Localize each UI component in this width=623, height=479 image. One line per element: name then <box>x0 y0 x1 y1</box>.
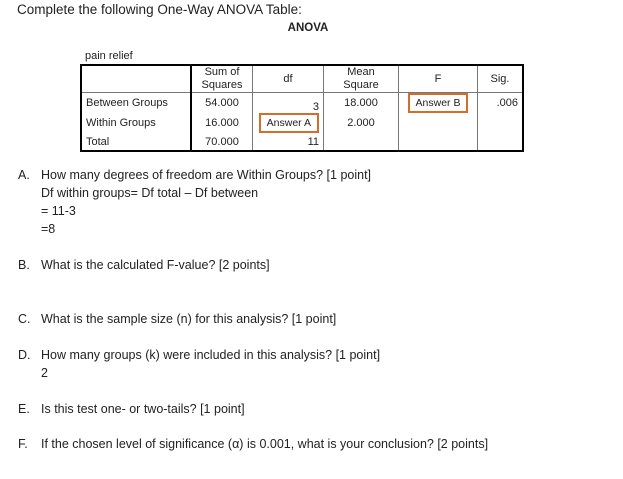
question-f: F. If the chosen level of significance (α) is 0.001, what is your conclusion? [2 points] <box>18 437 489 451</box>
table-row <box>81 133 523 151</box>
cell-ss: 16.000 <box>191 113 253 133</box>
question-e: E. Is this test one- or two-tails? [1 point] <box>18 402 245 416</box>
row-label: Within Groups <box>86 117 156 129</box>
anova-title: ANOVA <box>287 22 329 34</box>
question-d: D. How many groups (k) were included in this analysis? [1 point] 2 <box>18 348 381 380</box>
header-df: df <box>253 65 324 93</box>
answer-text: Df within groups= Df total – Df between <box>41 186 259 200</box>
cell-f <box>399 113 478 133</box>
header-sig: Sig. <box>478 65 524 93</box>
cell-sig: .006 <box>478 93 524 114</box>
row-label: Between Groups <box>86 97 168 109</box>
cell-df: 3 <box>253 93 324 114</box>
cell-df: 11 <box>253 133 324 151</box>
cell-ms <box>324 133 399 151</box>
question-c: C. What is the sample size (n) for this analysis? [1 point] <box>18 312 337 326</box>
row-label: Total <box>86 135 110 148</box>
answer-text: 2 <box>41 366 48 380</box>
answer-b-box: Answer B <box>408 93 469 113</box>
anova-table <box>80 64 524 152</box>
cell-ms: 2.000 <box>324 113 399 133</box>
cell-ss: 70.000 <box>191 133 253 151</box>
answer-text: =8 <box>41 222 56 236</box>
table-row <box>81 93 523 114</box>
header-sum-of-squares: Sum of Squares <box>191 65 253 93</box>
question-a: A. How many degrees of freedom are Within Groups? [1 point] Df within groups= Df total – Df between = 11-3 =8 <box>18 168 372 236</box>
instructions-heading: Complete the following One-Way ANOVA Table: <box>17 2 302 17</box>
header-mean-square: Mean Square <box>324 65 399 93</box>
table-row <box>81 113 523 133</box>
cell-sig <box>478 113 524 133</box>
cell-df <box>253 113 324 133</box>
header-source <box>81 65 191 93</box>
variable-label: pain relief <box>85 50 133 62</box>
question-b: B. What is the calculated F-value? [2 points] <box>18 258 270 272</box>
header-f: F <box>399 65 478 93</box>
answer-a-box: Answer A <box>259 113 319 133</box>
answer-text: = 11-3 <box>41 204 76 218</box>
cell-f <box>399 93 478 114</box>
cell-ms: 18.000 <box>324 93 399 114</box>
table-header-row <box>81 65 523 93</box>
cell-sig <box>478 133 524 151</box>
cell-ss: 54.000 <box>191 93 253 114</box>
cell-f <box>399 133 478 151</box>
